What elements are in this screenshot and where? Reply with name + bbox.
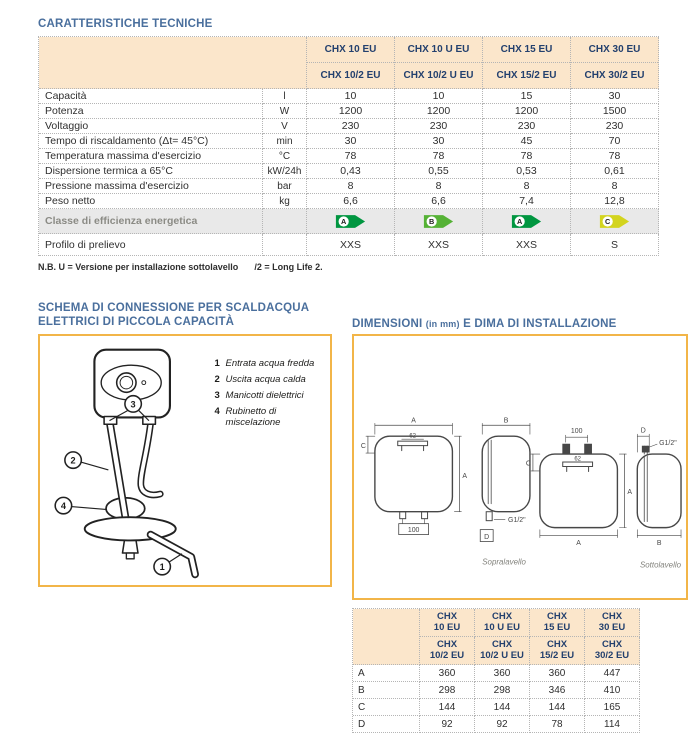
row-label: A [353, 665, 420, 682]
dim-label-62: 62 [574, 456, 581, 463]
legend-text: Manicotti dielettrici [225, 390, 304, 401]
row-value: 114 [585, 716, 640, 733]
row-value: 144 [530, 699, 585, 716]
row-label: Profilo di prelievo [39, 234, 263, 256]
row-value: 230 [571, 119, 659, 134]
model-name: CHX 30/2 EU [585, 637, 640, 665]
row-value: 360 [475, 665, 530, 682]
row-unit: kg [263, 194, 307, 209]
table-row [39, 149, 659, 164]
row-value: XXS [307, 234, 395, 256]
row-unit: W [263, 104, 307, 119]
row-value: 144 [475, 699, 530, 716]
dimensions-diagram [355, 352, 685, 580]
row-value: 298 [420, 682, 475, 699]
title-line: SCHEMA DI CONNESSIONE PER SCALDACQUA [38, 302, 310, 314]
dim-label-62: 62 [409, 433, 416, 440]
dimensions-table [352, 608, 640, 733]
table-row [39, 134, 659, 149]
spec-table-header [39, 37, 659, 89]
connection-diagram-box [38, 334, 332, 587]
row-value: 30 [307, 134, 395, 149]
row-value: 78 [483, 149, 571, 164]
table-row [39, 164, 659, 179]
model-name: CHX 10 U EU [475, 609, 530, 637]
row-value: 15 [483, 89, 571, 104]
row-value: 10 [395, 89, 483, 104]
footnote-part: /2 = Long Life 2. [254, 262, 323, 272]
table-row [353, 699, 640, 716]
model-name: CHX 10/2 EU [307, 62, 394, 88]
table-row [353, 682, 640, 699]
row-value: 78 [530, 716, 585, 733]
energy-class-badge [335, 214, 366, 229]
connection-diagram [46, 340, 213, 585]
row-value: 346 [530, 682, 585, 699]
legend-text: Rubinetto di miscelazione [225, 406, 281, 428]
table-row [39, 179, 659, 194]
energy-class-badge [511, 214, 542, 229]
row-label: Voltaggio [39, 119, 263, 134]
energy-class-badge [423, 214, 454, 229]
row-value: 70 [571, 134, 659, 149]
row-value: 1200 [307, 104, 395, 119]
table-row [353, 665, 640, 682]
row-unit: °C [263, 149, 307, 164]
model-name: CHX 15 EU [530, 609, 585, 637]
footnote-part: N.B. U = Versione per installazione sottolavello [38, 262, 239, 272]
legend-item [215, 390, 330, 401]
row-value: 1200 [483, 104, 571, 119]
row-value: S [571, 234, 659, 256]
legend-item [215, 406, 330, 428]
caption-sopralavello: Sopralavello [482, 557, 526, 567]
model-name: CHX 15 EU [500, 44, 553, 56]
row-label: Dispersione termica a 65°C [39, 164, 263, 179]
row-value: 6,6 [307, 194, 395, 209]
row-unit: bar [263, 179, 307, 194]
row-value [483, 209, 571, 234]
row-value: 360 [420, 665, 475, 682]
table-row [39, 119, 659, 134]
row-value: 360 [530, 665, 585, 682]
row-value: 298 [475, 682, 530, 699]
row-unit: l [263, 89, 307, 104]
caption-sottolavello: Sottolavello [639, 560, 682, 570]
row-label: Classe di efficienza energetica [39, 209, 263, 234]
header-corner-cell [353, 609, 420, 665]
header-corner-cell [39, 37, 307, 89]
row-value: 8 [571, 179, 659, 194]
row-label: Capacità [39, 89, 263, 104]
column-header [395, 37, 483, 89]
model-name: CHX 10 EU [420, 609, 475, 637]
dim-label-B: B [656, 540, 662, 548]
dim-label-D: D [484, 534, 490, 542]
dim-label-C: C [360, 443, 366, 451]
model-name: CHX 10 EU [324, 44, 377, 56]
row-unit [263, 209, 307, 234]
row-value: 78 [571, 149, 659, 164]
dim-label-A: A [576, 540, 581, 548]
row-value: 78 [307, 149, 395, 164]
profile-row [39, 234, 659, 256]
row-value [395, 209, 483, 234]
title-part: DIMENSIONI [352, 318, 423, 330]
dimensions-table-header [353, 609, 640, 665]
energy-class-letter: A [341, 216, 347, 226]
row-value: 8 [307, 179, 395, 194]
dim-label-100: 100 [407, 527, 420, 535]
row-value [307, 209, 395, 234]
row-value: 1200 [395, 104, 483, 119]
table-row [39, 194, 659, 209]
row-value: 92 [420, 716, 475, 733]
spec-section-title: CARATTERISTICHE TECNICHE [38, 18, 213, 30]
row-value: 230 [483, 119, 571, 134]
footnote [38, 262, 323, 272]
row-value: 30 [395, 134, 483, 149]
model-name: CHX 10/2 U EU [475, 637, 530, 665]
column-header [483, 37, 571, 89]
model-name: CHX 10/2 U EU [395, 62, 482, 88]
model-name: CHX 30 EU [588, 44, 641, 56]
row-value: 447 [585, 665, 640, 682]
row-label: Potenza [39, 104, 263, 119]
row-value: 0,53 [483, 164, 571, 179]
row-value: 45 [483, 134, 571, 149]
callout-3: 3 [130, 399, 136, 410]
row-unit [263, 234, 307, 256]
table-row [353, 716, 640, 733]
row-label: D [353, 716, 420, 733]
model-name: CHX 15/2 EU [483, 62, 570, 88]
connection-legend [215, 358, 330, 585]
row-label: B [353, 682, 420, 699]
spec-table [38, 36, 659, 256]
energy-class-badge [599, 214, 630, 229]
model-name: CHX 10 U EU [407, 44, 470, 56]
legend-number: 4 [214, 406, 220, 417]
title-part: E DIMA DI INSTALLAZIONE [463, 318, 617, 330]
row-label: Tempo di riscaldamento (Δt= 45°C) [39, 134, 263, 149]
row-value: 1500 [571, 104, 659, 119]
legend-number: 1 [214, 358, 220, 369]
model-name: CHX 10/2 EU [420, 637, 475, 665]
column-header [571, 37, 659, 89]
dim-label-100: 100 [570, 428, 583, 436]
energy-class-row [39, 209, 659, 234]
row-value: 30 [571, 89, 659, 104]
callout-1: 1 [159, 561, 165, 572]
model-name: CHX 30/2 EU [571, 62, 658, 88]
row-value: 165 [585, 699, 640, 716]
header-row [420, 609, 640, 637]
row-label: Pressione massima d'esercizio [39, 179, 263, 194]
callout-4: 4 [60, 500, 66, 511]
row-value: 12,8 [571, 194, 659, 209]
row-value: 0,55 [395, 164, 483, 179]
row-value: 8 [395, 179, 483, 194]
legend-number: 3 [214, 390, 220, 401]
header-columns [420, 609, 640, 665]
dim-label-B: B [503, 417, 509, 425]
legend-number: 2 [214, 374, 220, 385]
energy-class-letter: C [605, 216, 611, 226]
row-label: C [353, 699, 420, 716]
energy-class-letter: B [429, 216, 435, 226]
legend-item [215, 374, 330, 385]
dimensions-section-title [352, 318, 617, 330]
row-value: 0,43 [307, 164, 395, 179]
dim-label-G12: G1/2" [508, 517, 526, 525]
energy-class-letter: A [517, 216, 523, 226]
row-value: XXS [395, 234, 483, 256]
row-value: 10 [307, 89, 395, 104]
row-unit: min [263, 134, 307, 149]
row-value: 144 [420, 699, 475, 716]
row-value: 230 [395, 119, 483, 134]
dim-label-D: D [640, 427, 646, 435]
dim-label-A: A [411, 417, 416, 425]
dimensions-diagram-box [352, 334, 688, 600]
title-line: ELETTRICI DI PICCOLA CAPACITÀ [38, 316, 235, 328]
row-value: 230 [307, 119, 395, 134]
row-value: 7,4 [483, 194, 571, 209]
legend-text: Uscita acqua calda [225, 374, 306, 385]
model-name: CHX 30 EU [585, 609, 640, 637]
row-value: 6,6 [395, 194, 483, 209]
legend-item [215, 358, 330, 369]
row-unit: V [263, 119, 307, 134]
dim-label-A: A [627, 488, 632, 496]
row-value: XXS [483, 234, 571, 256]
table-row [39, 104, 659, 119]
row-value [571, 209, 659, 234]
dim-label-G12: G1/2" [659, 440, 677, 448]
row-label: Peso netto [39, 194, 263, 209]
row-label: Temperatura massima d'esercizio [39, 149, 263, 164]
legend-text: Entrata acqua fredda [225, 358, 315, 369]
title-part-small: (in mm) [425, 319, 460, 329]
row-value: 78 [395, 149, 483, 164]
row-value: 8 [483, 179, 571, 194]
column-header [307, 37, 395, 89]
row-value: 410 [585, 682, 640, 699]
table-row [39, 89, 659, 104]
dim-label-A: A [462, 472, 467, 480]
row-value: 0,61 [571, 164, 659, 179]
callout-2: 2 [70, 455, 76, 466]
dim-label-C: C [525, 460, 531, 468]
connection-section-title [38, 301, 309, 329]
header-row [420, 637, 640, 665]
model-name: CHX 15/2 EU [530, 637, 585, 665]
row-value: 92 [475, 716, 530, 733]
row-unit: kW/24h [263, 164, 307, 179]
